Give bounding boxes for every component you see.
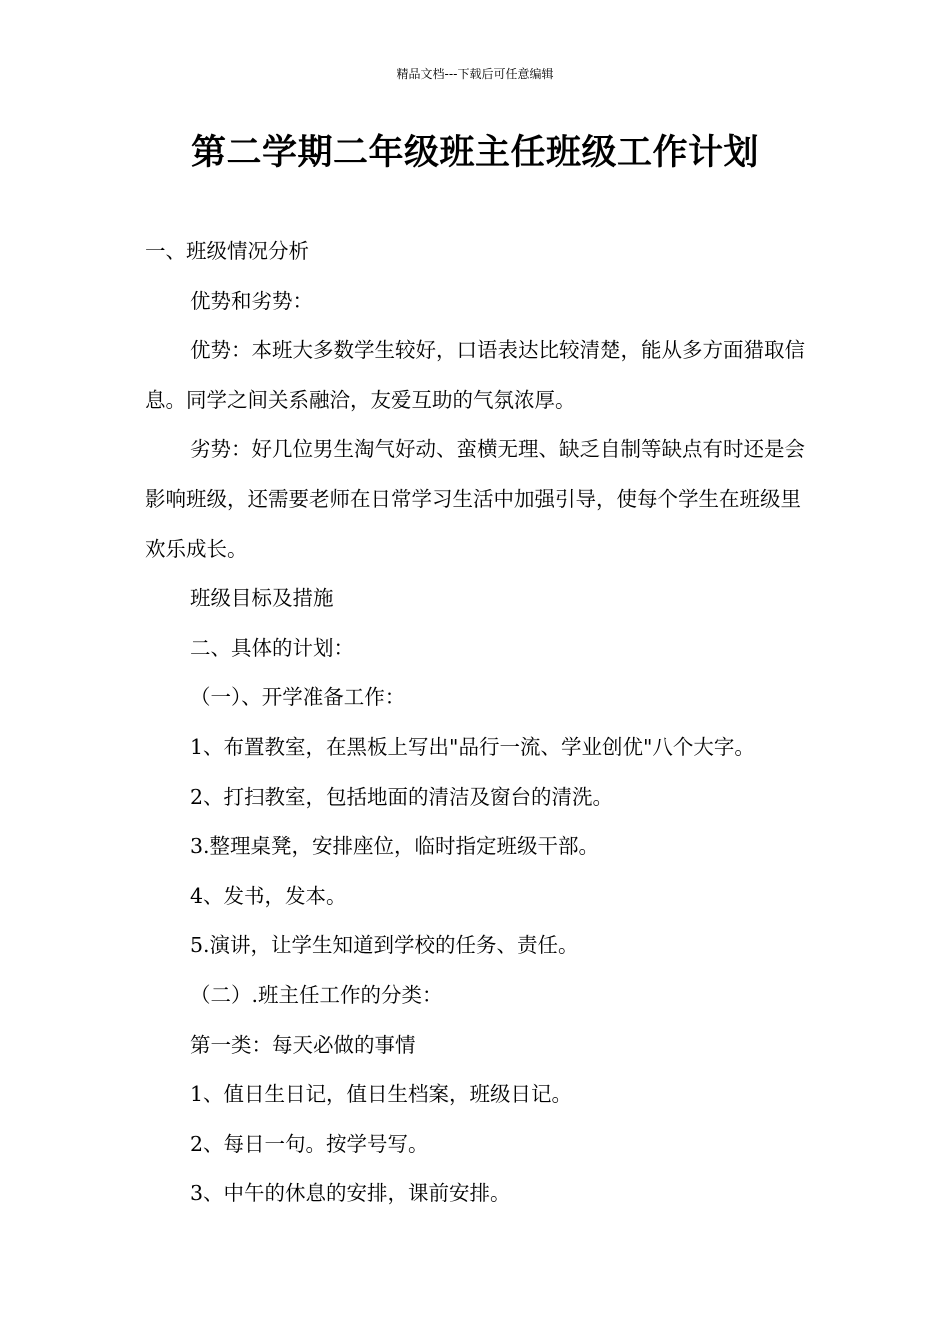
list-item: 4、发书，发本。	[190, 883, 347, 908]
paragraph: 劣势：好几位男生淘气好动、蛮横无理、缺乏自制等缺点有时还是会影响班级，还需要老师在日常学习生活中加强引导，使每个学生在班级里欢乐成长。	[145, 437, 805, 561]
paragraph: 班级目标及措施	[190, 586, 334, 611]
paragraph: 优势和劣势：	[190, 288, 313, 313]
paragraph: 第一类：每天必做的事情	[190, 1032, 416, 1057]
list-item: 2、每日一句。按学号写。	[190, 1131, 429, 1156]
section-heading: 二、具体的计划：	[190, 635, 354, 660]
list-item: 5.演讲，让学生知道到学校的任务、责任。	[190, 933, 579, 958]
list-item: 3、中午的休息的安排，课前安排。	[190, 1181, 511, 1206]
document-title: 第二学期二年级班主任班级工作计划	[190, 133, 759, 173]
list-item: 3.整理桌凳，安排座位，临时指定班级干部。	[190, 834, 600, 859]
list-item: 1、值日生日记，值日生档案，班级日记。	[190, 1082, 573, 1107]
header-note: 精品文档---下载后可任意编辑	[396, 67, 554, 81]
paragraph: 优势：本班大多数学生较好，口语表达比较清楚，能从多方面猎取信息。同学之间关系融洽，友爱互助的气氛浓厚。	[145, 338, 805, 412]
subsection-heading: （一）、开学准备工作：	[190, 685, 406, 710]
list-item: 1、布置教室，在黑板上写出"品行一流、学业创优"八个大字。	[190, 734, 755, 759]
section-heading: 一、班级情况分析	[145, 239, 309, 263]
subsection-heading: （二）.班主任工作的分类：	[190, 982, 443, 1007]
list-item: 2、打扫教室，包括地面的清洁及窗台的清洗。	[190, 784, 614, 809]
document-body	[145, 227, 810, 1219]
